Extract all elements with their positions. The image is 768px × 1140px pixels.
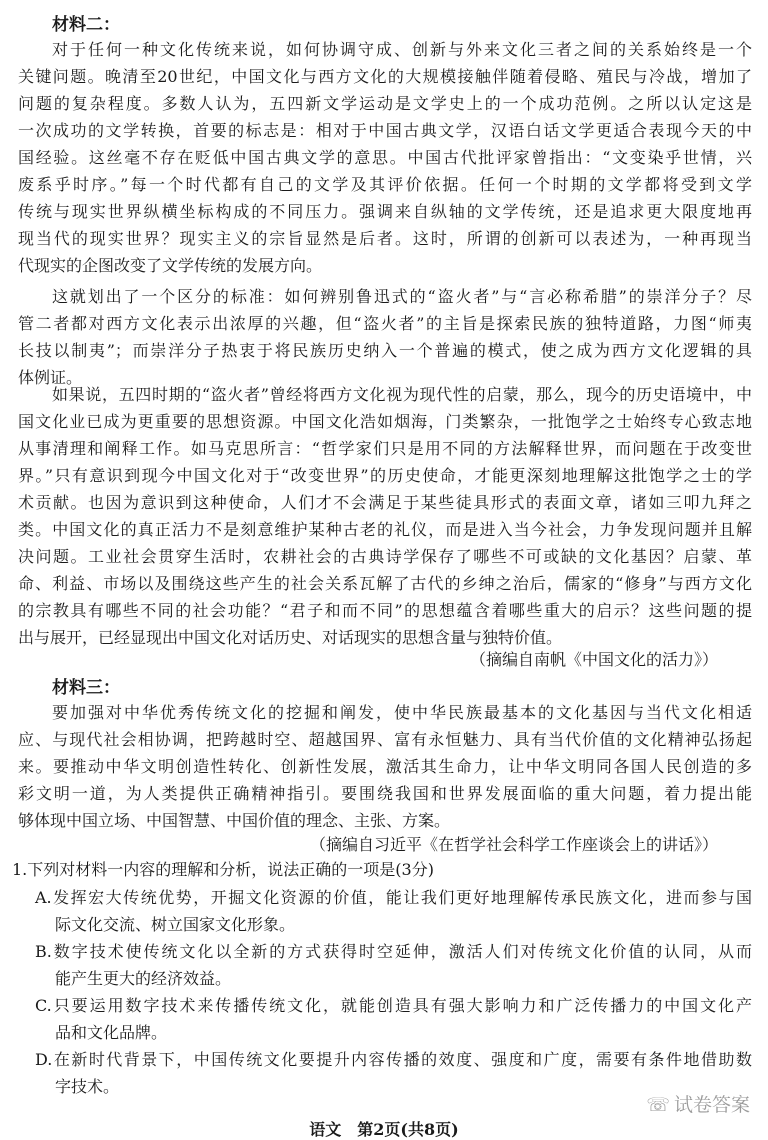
text-line: 国文化业已成为更重要的思想资源。中国文化浩如烟海，门类繁杂，一批饱学之士始终专心致志地 [18,412,752,431]
text-line: 这就划出了一个区分的标准：如何辨别鲁迅式的“盗火者”与“言必称希腊”的崇洋分子？尽 [52,287,752,306]
text-line: 彩文明一道，为人类提供正确精神指引。要围绕我国和世界发展面临的重大问题，着力提出能 [18,784,752,803]
option-a[interactable] [35,884,752,938]
text-line: 命、利益、市场以及围绕这些产生的社会关系瓦解了古代的乡绅之治后，儒家的“修身”与西方文化 [18,574,752,593]
text-line: 术贡献。也因为意识到这种使命，人们才不会满足于某些徒具形式的表面文章，诸如三叩九拜之 [18,493,752,512]
text-line: 字技术。 [55,1077,120,1096]
text-line: 现当代的现实世界？现实主义的宗旨显然是后者。这时，所谓的创新可以表述为，一种再现当 [18,229,752,248]
text-line: 类。中国文化的真正活力不是刻意维护某种古老的礼仪，而是进入当今社会，力争发现问题并且解 [18,520,752,539]
text-line: 对于任何一种文化传统来说，如何协调守成、创新与外来文化三者之间的关系始终是一个 [52,40,752,59]
page-footer: 语文 第2页(共8页) [309,1120,459,1139]
material-3-paragraph [18,699,752,834]
text-line: 界。”只有意识到现今中国文化对于“改变世界”的历史使命，才能更深刻地理解这批饱学之士的学 [18,466,752,485]
text-line: 如果说，五四时期的“盗火者”曾经将西方文化视为现代性的启蒙，那么，现今的历史语境中，中 [52,385,752,404]
text-line: 够体现中国立场、中国智慧、中国价值的理念、主张、方案。 [18,811,451,830]
material-3-heading: 材料三： [52,678,120,698]
text-line: 要加强对中华优秀传统文化的挖掘和阐发，使中华民族最基本的文化基因与当代文化相适 [52,703,752,722]
text-line: 问题的复杂程度。多数人认为，五四新文学运动是文学史上的一个成功范例。之所以认定这是 [18,94,752,113]
text-line: 际文化交流、树立国家文化形象。 [55,915,296,934]
text-line: 管二者都对西方文化表示出浓厚的兴趣，但“盗火者”的主旨是探索民族的独特道路，力图“师夷 [18,314,752,333]
text-line: 长技以制夷”；而崇洋分子热衷于将民族历史纳入一个普遍的模式，使之成为西方文化逻辑的具 [18,341,752,360]
material-2-paragraph-1 [18,36,752,279]
question-1-stem: 1.下列对材料一内容的理解和分析，说法正确的一项是(3分) [12,860,434,879]
text-line: B.数字技术使传统文化以全新的方式获得时空延伸，激活人们对传统文化价值的认同，从而 [35,942,752,961]
text-line: 能产生更大的经济效益。 [55,969,232,988]
option-c[interactable] [35,992,752,1046]
option-b[interactable] [35,938,752,992]
text-line: 体例证。 [18,368,83,387]
text-line: 国经验。这丝毫不存在贬低中国古典文学的意思。中国古代批评家曾指出：“文变染乎世情，兴 [18,148,752,167]
text-line: 的宗教具有哪些不同的社会功能？“君子和而不同”的思想蕴含着哪些重大的启示？这些问题的提 [18,601,752,620]
text-line: 废系乎时序。”每一个时代都有自己的文学及其评价依据。任何一个时期的文学都将受到文学 [18,175,752,194]
text-line: C.只要运用数字技术来传播传统文化，就能创造具有强大影响力和广泛传播力的中国文化产 [35,996,752,1015]
text-line: 来。要推动中华文明创造性转化、创新性发展，激活其生命力，让中华文明同各国人民创造的多 [18,757,752,776]
watermark: ☏ 试卷答案 [646,1094,750,1116]
text-line: 从事清理和阐释工作。如马克思所言：“哲学家们只是用不同的方法解释世界，而问题在于改变世 [18,439,752,458]
material-2-heading: 材料二： [52,15,120,35]
text-line: 代现实的企图改变了文学传统的发展方向。 [18,256,323,275]
text-line: D.在新时代背景下，中国传统文化要提升内容传播的效度、强度和广度，需要有条件地借助数 [35,1050,752,1069]
text-line: A.发挥宏大传统优势，开掘文化资源的价值，能让我们更好地理解传承民族文化，进而参与国 [35,888,752,907]
text-line: 决问题。工业社会贯穿生活时，农耕社会的古典诗学保存了哪些不可或缺的文化基因？启蒙、革 [18,547,752,566]
text-line: 关键问题。晚清至20世纪，中国文化与西方文化的大规模接触伴随着侵略、殖民与冷战，增加了 [18,67,752,86]
material-2-paragraph-2 [18,283,752,391]
text-line: 传统与现实世界纵横坐标构成的不同压力。强调来自纵轴的文学传统，还是追求更大限度地再 [18,202,752,221]
material-3-source: （摘编自习近平《在哲学社会科学工作座谈会上的讲话》） [309,835,718,854]
text-line: 一次成功的文学转换，首要的标志是：相对于中国古典文学，汉语白话文学更适合表现今天的中 [18,121,752,140]
text-line: 品和文化品牌。 [55,1023,168,1042]
text-line: 出与展开，已经显现出中国文化对话历史、对话现实的思想含量与独特价值。 [18,628,563,647]
material-2-source: （摘编自南帆《中国文化的活力》） [469,650,718,669]
wechat-icon: ☏ [646,1094,670,1116]
material-2-paragraph-3 [18,381,752,651]
text-line: 应、与现代社会相协调，把跨越时空、超越国界、富有永恒魅力、具有当代价值的文化精神弘扬起 [18,730,752,749]
